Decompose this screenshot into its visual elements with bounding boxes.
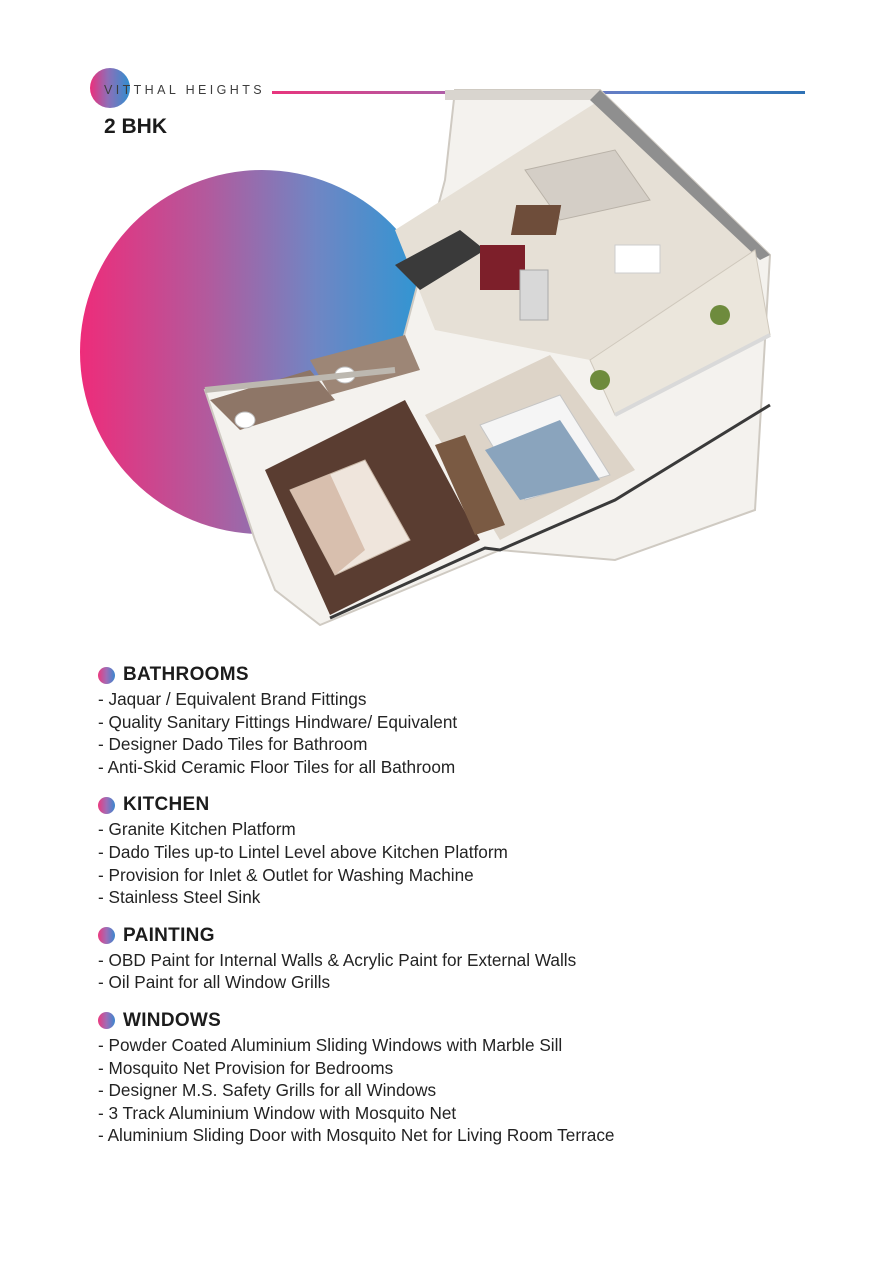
section-bullet-icon — [98, 797, 115, 814]
spec-section-windows — [98, 1008, 858, 1147]
spec-item: - OBD Paint for Internal Walls & Acrylic Paint for External Walls — [98, 949, 858, 972]
spec-item: - Powder Coated Aluminium Sliding Windows with Marble Sill — [98, 1034, 858, 1057]
spec-item: - Aluminium Sliding Door with Mosquito Net for Living Room Terrace — [98, 1124, 858, 1147]
spec-items — [98, 818, 858, 908]
spec-item: - Quality Sanitary Fittings Hindware/ Equivalent — [98, 711, 858, 734]
section-title: WINDOWS — [123, 1009, 222, 1031]
dining-table — [615, 245, 660, 273]
spec-item: - Mosquito Net Provision for Bedrooms — [98, 1057, 858, 1080]
spec-items — [98, 688, 858, 778]
section-title: PAINTING — [123, 924, 215, 946]
spec-item: - Jaquar / Equivalent Brand Fittings — [98, 688, 858, 711]
spec-item: - Designer M.S. Safety Grills for all Windows — [98, 1079, 858, 1102]
living-table — [511, 205, 561, 235]
balcony-plant — [710, 305, 730, 325]
spec-items — [98, 1034, 858, 1147]
spec-section-kitchen — [98, 792, 858, 908]
kitchen-unit — [480, 245, 525, 290]
spec-item: - Designer Dado Tiles for Bathroom — [98, 733, 858, 756]
spec-item: - Dado Tiles up-to Lintel Level above Kitchen Platform — [98, 841, 858, 864]
spec-item: - Anti-Skid Ceramic Floor Tiles for all Bathroom — [98, 756, 858, 779]
spec-item: - Provision for Inlet & Outlet for Washing Machine — [98, 864, 858, 887]
refrigerator — [520, 270, 548, 320]
section-bullet-icon — [98, 927, 115, 944]
spec-item: - Granite Kitchen Platform — [98, 818, 858, 841]
spec-item: - Stainless Steel Sink — [98, 886, 858, 909]
section-title: KITCHEN — [123, 794, 210, 816]
brand-name: VITTHAL HEIGHTS — [104, 83, 265, 97]
floor-plan-illustration — [195, 70, 795, 650]
spec-section-bathrooms — [98, 662, 858, 778]
section-bullet-icon — [98, 667, 115, 684]
spec-item: - 3 Track Aluminium Window with Mosquito Net — [98, 1102, 858, 1125]
spec-item: - Oil Paint for all Window Grills — [98, 971, 858, 994]
section-title: BATHROOMS — [123, 664, 249, 685]
specifications-list — [98, 662, 858, 1161]
section-bullet-icon — [98, 1012, 115, 1029]
unit-type-heading: 2 BHK — [104, 115, 168, 138]
spec-section-painting — [98, 923, 858, 994]
spec-items — [98, 949, 858, 994]
